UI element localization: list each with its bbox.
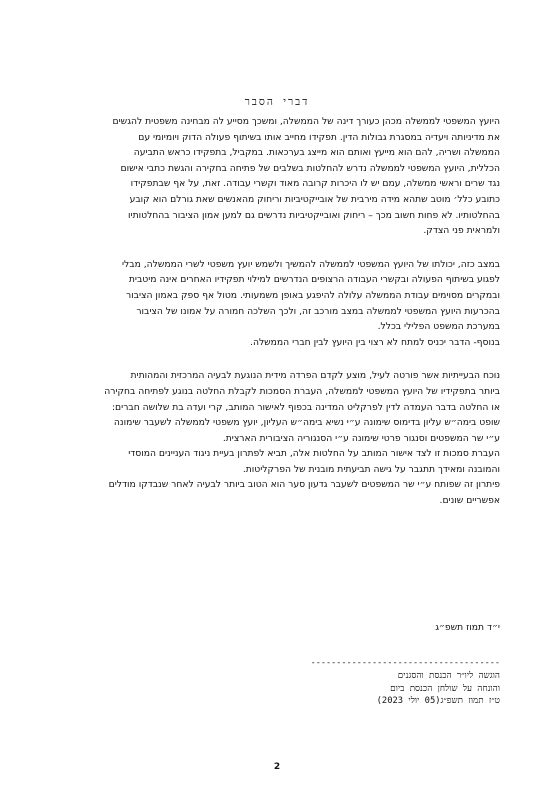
text-line: פיתרון זה שפותח ע״י שר המשפטים לשעבר גדעון סער הוא הטוב ביותר לבעיה לאחר שנבדקו מודלים: [108, 479, 500, 491]
text-line: או החלטה בדבר העמדה לדין לפרקליט המדינה בכפוף לאישור המותב, קרי ועדה בת שלושה חברים:: [111, 401, 500, 413]
paragraph-6: [54, 477, 500, 508]
text-line: במערכת המשפט הפלילי בכלל.: [377, 321, 500, 333]
signature-separator: -------------------------------------: [310, 658, 500, 668]
text-line: נגד שרים וראשי ממשלה, עמם יש לו היכרות קרובה מאוד וקשרי עבודה. זאת, על אף שבתפקידו: [130, 178, 500, 190]
text-line: הכללית, היועץ המשפטי לממשלה נדרש להחלטות בשלבים של פתיחה בחקירה והגשת כתבי אישום: [120, 162, 500, 174]
submission-line: ט״ז תמוז תשפ״ג(05 יולי 2023): [376, 696, 500, 706]
text-line: ביותר בתפקידיו של היועץ המשפטי לממשלה, העברת הסמכות לקבלת החלטה בנוגע לפתיחה בחקירה: [104, 385, 500, 397]
text-line: נוכח הבעייתיות אשר פורטה לעיל, מוצע לקדם הפרדה מידית הנוגעת לבעיה המרכזית והמהותית: [130, 370, 500, 382]
submission-line: והונחה על שולחן הכנסת ביום: [390, 683, 500, 694]
text-line: שופט בימה״ש עליון בדימוס שימונה ע״י נשיא בימה״ש העליון, יועץ משפטי לממשלה לשעבר שימונה: [113, 417, 500, 429]
paragraph-4: [54, 368, 500, 446]
text-line: והמובנה ומאידך תתגבר על גישה תביעתית מובנית של הפרקליטות.: [242, 463, 500, 475]
submission-line: הוגשה ליו״ר הכנסת והסגנים: [397, 671, 500, 681]
text-line: בנוסף- הדבר יכניס למתח לא רצוי בין היועץ לבין חברי הממשלה.: [250, 336, 500, 348]
document-body: [54, 114, 500, 509]
text-line: ע״י שר המשפטים וסנגור פרטי שימונה ע״י הסנגוריה הציבורית הארצית.: [222, 432, 500, 444]
text-line: ולמראית פני הצדק.: [423, 225, 500, 237]
text-line: את מדיניותה ויעדיה במסגרת גבולות הדין. תפקידו מחייב אותו בשיתוף פעולה הדוק ויומיומי עם: [138, 131, 500, 143]
text-line: כתובע כלל׳ מוטב שתהא מידה מירבית של אובייקטיביות וריחוק מהאנשים שאת גורלם הוא קובע: [129, 193, 500, 205]
text-line: הממשלה ושריה, להם הוא מייעץ ואותם הוא מייצג בערכאות. במקביל, בתפקידו כראש התביעה: [133, 147, 500, 159]
text-line: בהכרעות היועץ המשפטי לממשלה במצב מורכב זה, ולכך השלכה חמורה על אמונו של הציבור: [136, 305, 500, 317]
text-line: אפשריים שונים.: [439, 495, 500, 507]
text-line: בהחלטותיו. לא פחות חשוב מכך – ריחוק ואובייקטיביות נדרשים גם למען אמון הציבור בהחלטותיו: [128, 209, 500, 221]
text-line: לפגוע בשיתוף הפעולה ובקשרי העבודה הרצופים הנדרשים למילוי תפקידיו האחרים אינה מיטבית: [128, 274, 500, 286]
date-line: י״ד תמוז תשפ״ג: [435, 622, 500, 633]
paragraph-1: [54, 114, 500, 239]
submission-note: [377, 670, 500, 708]
text-line: העברת סמכות זו לצד אישור המותב על החלטות אלה, תביא לפתרון בעיית ניגוד העניינים המוסדי: [128, 448, 500, 460]
paragraph-5: [54, 446, 500, 477]
document-title: דברי הסבר: [244, 96, 310, 108]
paragraph-2: [54, 257, 500, 335]
paragraph-3: [54, 335, 500, 351]
text-line: ובמקרים מסוימים עבודת הממשלה עלולה להיפגע באופן משמעותי. מטול אף ספק באמון הציבור: [125, 289, 500, 301]
paragraph-gap: [54, 350, 500, 368]
paragraph-gap: [54, 239, 500, 257]
text-line: היועץ המשפטי לממשלה מכהן כעורך דינה של הממשלה, ומשכך מסייע לה מבחינה משפטית להגשים: [112, 116, 500, 127]
text-line: במצב כזה, יכולתו של היועץ המשפטי לממשלה להמשיך ולשמש יועץ משפטי לשרי הממשלה, מבלי: [121, 258, 500, 270]
page-number: 2: [273, 762, 281, 772]
